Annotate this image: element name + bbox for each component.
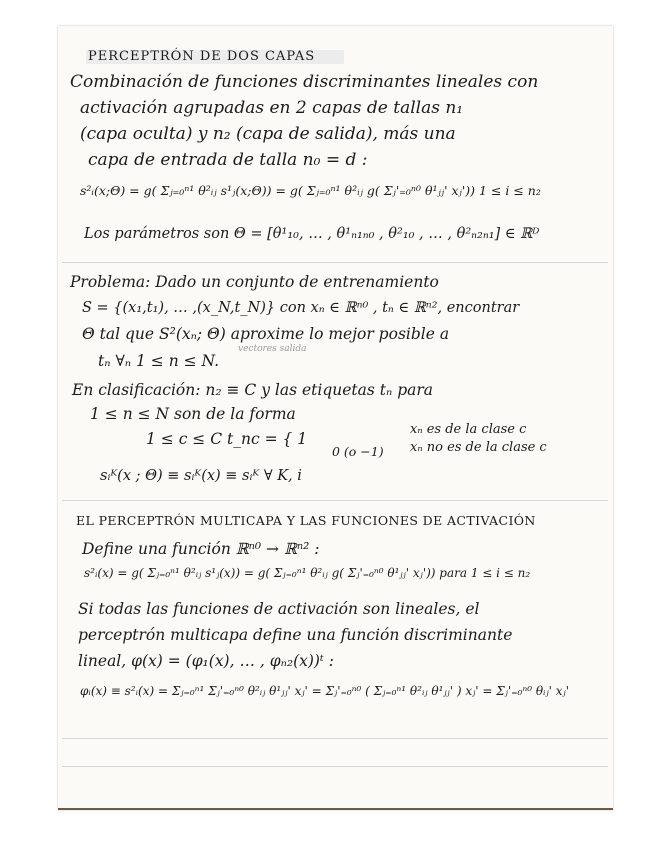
intro-line-3: (capa oculta) y n₂ (capa de salida), más una <box>80 124 456 144</box>
section-title-1: PERCEPTRÓN DE DOS CAPAS <box>88 49 316 64</box>
intro-line-4: capa de entrada de talla n₀ = d : <box>88 150 368 170</box>
classification-target-zero: 0 (o −1) <box>332 444 384 459</box>
classification-line-2: 1 ≤ n ≤ N son de la forma <box>90 405 296 423</box>
classification-line-1: En clasificación: n₂ ≡ C y las etiquetas tₙ para <box>72 381 434 399</box>
parameters-line: Los parámetros son Θ = [θ¹₁₀, … , θ¹ₙ₁ₙ₀ , θ²₁₀ , … , θ²ₙ₂ₙ₁] ∈ ℝᴰ <box>84 226 540 242</box>
problem-line-2: S = {(x₁,t₁), … ,(x_N,t_N)} con xₙ ∈ ℝⁿ⁰ , tₙ ∈ ℝⁿ², encontrar <box>82 300 520 316</box>
divider-4 <box>62 766 608 767</box>
case-not-in-class: xₙ no es de la clase c <box>410 440 547 455</box>
divider-2 <box>62 500 608 501</box>
linear-line-3: lineal, φ(x) = (φ₁(x), … , φₙ₂(x))ᵗ : <box>78 652 334 670</box>
section-title-2: EL PERCEPTRÓN MULTICAPA Y LAS FUNCIONES DE ACTIVACIÓN <box>76 513 536 528</box>
equation-linear-discriminant: φᵢ(x) ≡ s²ᵢ(x) = Σⱼ₌₀ⁿ¹ Σⱼ'₌₀ⁿ⁰ θ²ᵢⱼ θ¹ⱼⱼ' xⱼ' = Σⱼ'₌₀ⁿ⁰ ( Σⱼ₌₀ⁿ¹ θ²ᵢⱼ θ¹ⱼⱼ' ) xⱼ' = Σⱼ'₌₀ⁿ⁰ θᵢⱼ' xⱼ' <box>80 684 569 698</box>
case-in-class: xₙ es de la clase c <box>410 422 527 437</box>
divider-1 <box>62 262 608 263</box>
problem-line-4: tₙ ∀ₙ 1 ≤ n ≤ N. <box>98 352 220 370</box>
problem-line-1: Problema: Dado un conjunto de entrenamiento <box>70 273 439 291</box>
vectors-note: vectores salida <box>238 344 307 354</box>
intro-line-2: activación agrupadas en 2 capas de tallas n₁ <box>80 98 464 118</box>
problem-line-3: Θ tal que S²(xₙ; Θ) aproxime lo mejor posible a <box>82 325 450 343</box>
linear-line-2: perceptrón multicapa define una función discriminante <box>78 626 513 644</box>
divider-3 <box>62 738 608 739</box>
equation-two-layer: s²ᵢ(x;Θ) = g( Σⱼ₌₀ⁿ¹ θ²ᵢⱼ s¹ⱼ(x;Θ)) = g( Σⱼ₌₀ⁿ¹ θ²ᵢⱼ g( Σⱼ'₌₀ⁿ⁰ θ¹ⱼⱼ' xⱼ')) 1 ≤ i ≤ n₂ <box>80 183 541 198</box>
classification-target: 1 ≤ c ≤ C t_nc = { 1 <box>146 430 308 448</box>
classification-notation: sᵢᴷ(x ; Θ) ≡ sᵢᴷ(x) ≡ sᵢᴷ ∀ K, i <box>100 468 302 484</box>
intro-line-1: Combinación de funciones discriminantes lineales con <box>70 72 539 92</box>
equation-multilayer: s²ᵢ(x) = g( Σⱼ₌₀ⁿ¹ θ²ᵢⱼ s¹ⱼ(x)) = g( Σⱼ₌₀ⁿ¹ θ²ᵢⱼ g( Σⱼ'₌₀ⁿ⁰ θ¹ⱼⱼ' xⱼ')) para 1 ≤ i ≤ n₂ <box>84 566 531 580</box>
linear-line-1: Si todas las funciones de activación son lineales, el <box>78 600 480 618</box>
define-line: Define una función ℝⁿ⁰ → ℝⁿ² : <box>82 540 320 558</box>
